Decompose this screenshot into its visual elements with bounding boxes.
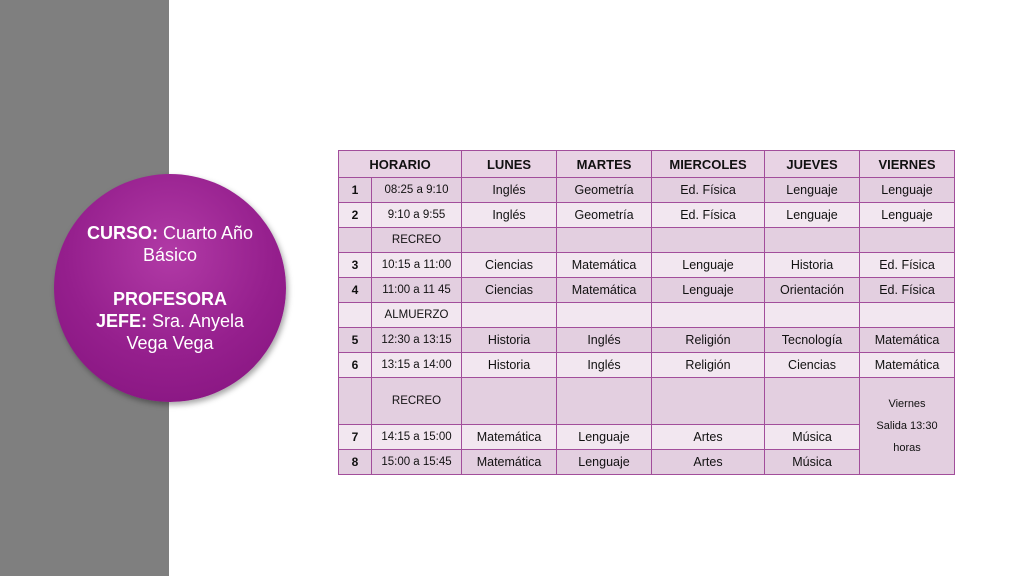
period-number: 4 [339, 278, 372, 303]
friday-note-line-1: Viernes [888, 398, 926, 410]
subject-cell: Lenguaje [765, 178, 860, 203]
empty-cell [557, 228, 652, 253]
profesora-label-2: JEFE: [95, 311, 147, 331]
subject-cell: Orientación [765, 278, 860, 303]
subject-cell: Lenguaje [652, 253, 765, 278]
period-number: 3 [339, 253, 372, 278]
subject-cell: Matemática [557, 253, 652, 278]
empty-cell [339, 303, 372, 328]
header-horario: HORARIO [339, 151, 462, 178]
subject-cell: Música [765, 425, 860, 450]
header-viernes: VIERNES [860, 151, 955, 178]
friday-note-line-2: Salida 13:30 [876, 420, 938, 432]
empty-cell [652, 303, 765, 328]
empty-cell [652, 378, 765, 425]
empty-cell [765, 228, 860, 253]
subject-cell: Ciencias [462, 278, 557, 303]
subject-cell: Inglés [557, 353, 652, 378]
table-row [339, 178, 955, 203]
header-miercoles: MIERCOLES [652, 151, 765, 178]
schedule-table [338, 150, 955, 475]
friday-note-line-3: horas [893, 442, 921, 454]
table-row [339, 328, 955, 353]
empty-cell [462, 303, 557, 328]
period-time: 12:30 a 13:15 [372, 328, 462, 353]
period-time: 10:15 a 11:00 [372, 253, 462, 278]
period-time: 15:00 a 15:45 [372, 450, 462, 475]
period-time: 13:15 a 14:00 [372, 353, 462, 378]
empty-cell [339, 378, 372, 425]
header-lunes: LUNES [462, 151, 557, 178]
period-time: 14:15 a 15:00 [372, 425, 462, 450]
subject-cell: Lenguaje [860, 178, 955, 203]
subject-cell: Matemática [860, 353, 955, 378]
curso-value: Cuarto Año Básico [142, 223, 254, 265]
subject-cell: Ed. Física [652, 203, 765, 228]
empty-cell [557, 378, 652, 425]
table-row [339, 203, 955, 228]
subject-cell: Artes [652, 425, 765, 450]
header-jueves: JUEVES [765, 151, 860, 178]
subject-cell: Matemática [860, 328, 955, 353]
subject-cell: Historia [462, 328, 557, 353]
subject-cell: Inglés [557, 328, 652, 353]
subject-cell: Lenguaje [765, 203, 860, 228]
empty-cell [860, 303, 955, 328]
period-time: 11:00 a 11 45 [372, 278, 462, 303]
profesora-value: Sra. Anyela Vega Vega [126, 311, 245, 353]
subject-cell: Música [765, 450, 860, 475]
subject-cell: Matemática [557, 278, 652, 303]
course-info-circle [54, 174, 286, 402]
period-number: 2 [339, 203, 372, 228]
subject-cell: Ciencias [765, 353, 860, 378]
profesora-label-1: PROFESORA [112, 289, 227, 309]
teacher-block [85, 288, 255, 354]
break-label: RECREO [372, 378, 462, 425]
period-time: 9:10 a 9:55 [372, 203, 462, 228]
empty-cell [765, 303, 860, 328]
empty-cell [557, 303, 652, 328]
subject-cell: Lenguaje [557, 425, 652, 450]
break-row [339, 228, 955, 253]
subject-cell: Ciencias [462, 253, 557, 278]
period-number: 8 [339, 450, 372, 475]
friday-early-exit-note [860, 378, 955, 475]
subject-cell: Religión [652, 328, 765, 353]
header-martes: MARTES [557, 151, 652, 178]
subject-cell: Geometría [557, 203, 652, 228]
period-number: 5 [339, 328, 372, 353]
empty-cell [765, 378, 860, 425]
break-row [339, 303, 955, 328]
subject-cell: Inglés [462, 178, 557, 203]
subject-cell: Historia [765, 253, 860, 278]
subject-cell: Matemática [462, 450, 557, 475]
empty-cell [462, 378, 557, 425]
subject-cell: Ed. Física [860, 278, 955, 303]
subject-cell: Lenguaje [652, 278, 765, 303]
period-number: 1 [339, 178, 372, 203]
table-row [339, 253, 955, 278]
subject-cell: Lenguaje [860, 203, 955, 228]
subject-cell: Ed. Física [860, 253, 955, 278]
table-row [339, 353, 955, 378]
table-row [339, 278, 955, 303]
period-number: 6 [339, 353, 372, 378]
empty-cell [652, 228, 765, 253]
break-row [339, 378, 955, 425]
empty-cell [860, 228, 955, 253]
subject-cell: Lenguaje [557, 450, 652, 475]
period-number: 7 [339, 425, 372, 450]
subject-cell: Geometría [557, 178, 652, 203]
break-label: ALMUERZO [372, 303, 462, 328]
subject-cell: Matemática [462, 425, 557, 450]
subject-cell: Religión [652, 353, 765, 378]
period-time: 08:25 a 9:10 [372, 178, 462, 203]
course-block [85, 222, 255, 266]
subject-cell: Historia [462, 353, 557, 378]
subject-cell: Tecnología [765, 328, 860, 353]
curso-label: CURSO: [86, 223, 158, 243]
header-row [339, 151, 955, 178]
subject-cell: Inglés [462, 203, 557, 228]
break-label: RECREO [372, 228, 462, 253]
empty-cell [339, 228, 372, 253]
empty-cell [462, 228, 557, 253]
subject-cell: Ed. Física [652, 178, 765, 203]
subject-cell: Artes [652, 450, 765, 475]
